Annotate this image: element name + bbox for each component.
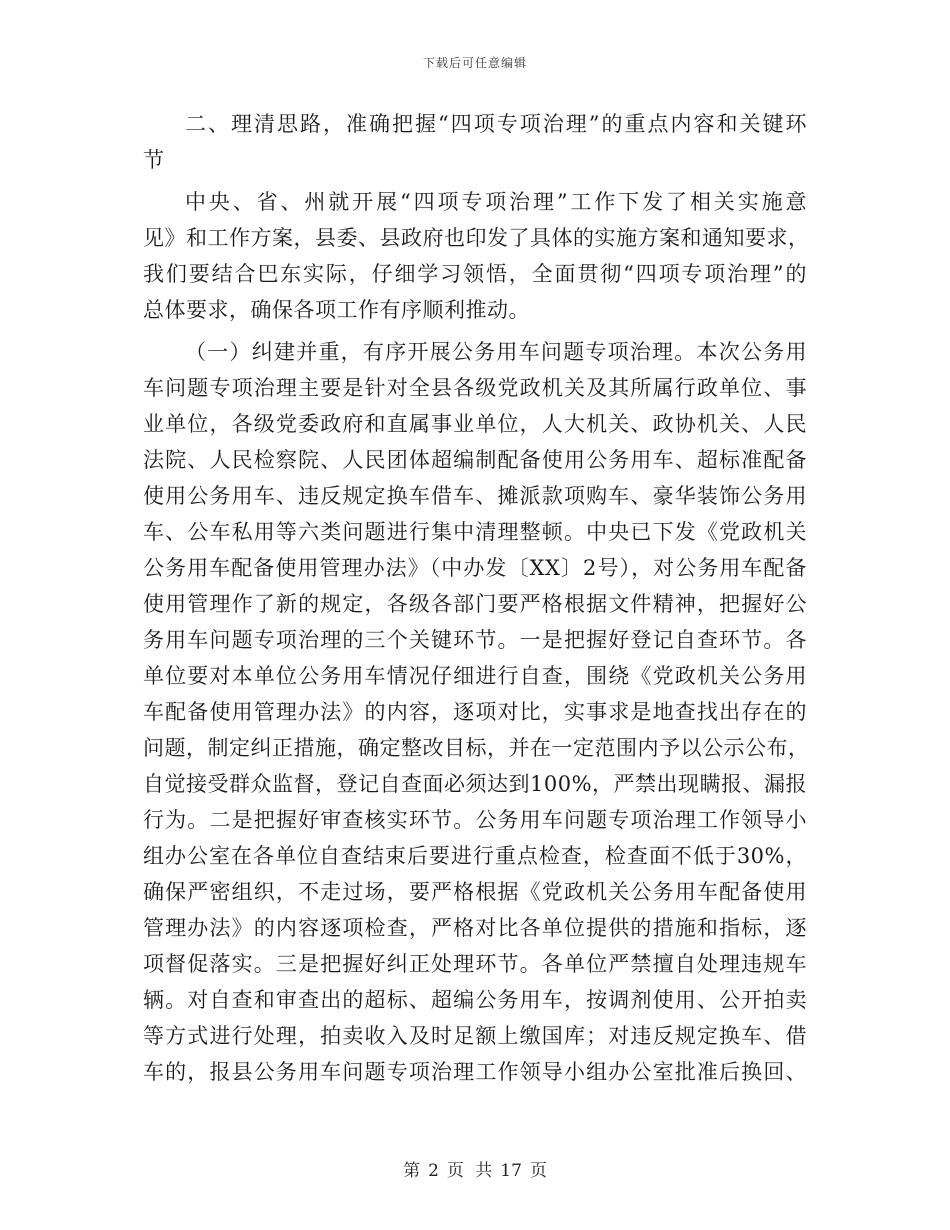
paragraph-line: 中央、省、州就开展“四项专项治理”工作下发了相关实施意: [185, 190, 807, 214]
paragraph-1: [143, 184, 810, 328]
paragraph-line: 确保严密组织，不走过场，要严格根据《党政机关公务用车配备使用: [143, 880, 807, 904]
page-number: 2: [428, 1161, 439, 1181]
paragraph-line: 等方式进行处理，拍卖收入及时足额上缴国库；对违反规定换车、借: [143, 1024, 807, 1048]
paragraph-line: 自觉接受群众监督，登记自查面必须达到100%，严禁出现瞒报、漏报: [143, 772, 808, 796]
paragraph-line: 辆。对自查和审查出的超标、超编公务用车，按调剂使用、公开拍卖: [143, 988, 807, 1012]
paragraph-line: 我们要结合巴东实际，仔细学习领悟，全面贯彻“四项专项治理”的: [143, 262, 807, 286]
page-label-middle: 页 共: [446, 1161, 493, 1181]
paragraph-line: 单位要对本单位公务用车情况仔细进行自查，围绕《党政机关公务用: [143, 664, 807, 688]
page-footer: [0, 1156, 950, 1181]
section-title-line: 二、理清思路，准确把握“四项专项治理”的重点内容和关键环: [185, 112, 807, 136]
paragraph-line: 总体要求，确保各项工作有序顺利推动。: [143, 298, 530, 322]
paragraph-line: 车配备使用管理办法》的内容，逐项对比，实事求是地查找出存在的: [143, 700, 807, 724]
paragraph-line: 公务用车配备使用管理办法》（中办发〔XX〕2号），对公务用车配备: [143, 556, 807, 580]
paragraph-2: [143, 334, 810, 1090]
paragraph-line: 见》和工作方案，县委、县政府也印发了具体的实施方案和通知要求，: [143, 226, 810, 250]
paragraph-line: 使用管理作了新的规定，各级各部门要严格根据文件精神，把握好公: [143, 592, 807, 616]
paragraph-line: 法院、人民检察院、人民团体超编制配备使用公务用车、超标准配备: [143, 448, 807, 472]
paragraph-line: 行为。二是把握好审查核实环节。公务用车问题专项治理工作领导小: [143, 808, 807, 832]
page-label-prefix: 第: [403, 1161, 421, 1181]
paragraph-line: 问题，制定纠正措施，确定整改目标，并在一定范围内予以公示公布，: [143, 736, 810, 760]
paragraph-line: （一）纠建并重，有序开展公务用车问题专项治理。本次公务用: [185, 340, 807, 364]
paragraph-line: 务用车问题专项治理的三个关键环节。一是把握好登记自查环节。各: [143, 628, 807, 652]
paragraph-line: 车的，报县公务用车问题专项治理工作领导小组办公室批准后换回、: [143, 1060, 807, 1084]
page-label-suffix: 页: [529, 1161, 547, 1181]
paragraph-line: 项督促落实。三是把握好纠正处理环节。各单位严禁擅自处理违规车: [143, 952, 807, 976]
paragraph-line: 管理办法》的内容逐项检查，严格对比各单位提供的措施和指标，逐: [143, 916, 807, 940]
document-body: [143, 106, 810, 1090]
paragraph-line: 车、公车私用等六类问题进行集中清理整顿。中央已下发《党政机关: [143, 520, 807, 544]
paragraph-line: 业单位，各级党委政府和直属事业单位，人大机关、政协机关、人民: [143, 412, 807, 436]
paragraph-line: 车问题专项治理主要是针对全县各级党政机关及其所属行政单位、事: [143, 376, 807, 400]
paragraph-line: 组办公室在各单位自查结束后要进行重点检查，检查面不低于30%，: [143, 844, 807, 868]
page-total: 17: [500, 1161, 522, 1181]
header-note: 下载后可任意编辑: [422, 56, 527, 70]
section-title-line: 节: [143, 148, 165, 172]
section-title: [143, 106, 807, 178]
paragraph-line: 使用公务用车、违反规定换车借车、摊派款项购车、豪华装饰公务用: [143, 484, 807, 508]
